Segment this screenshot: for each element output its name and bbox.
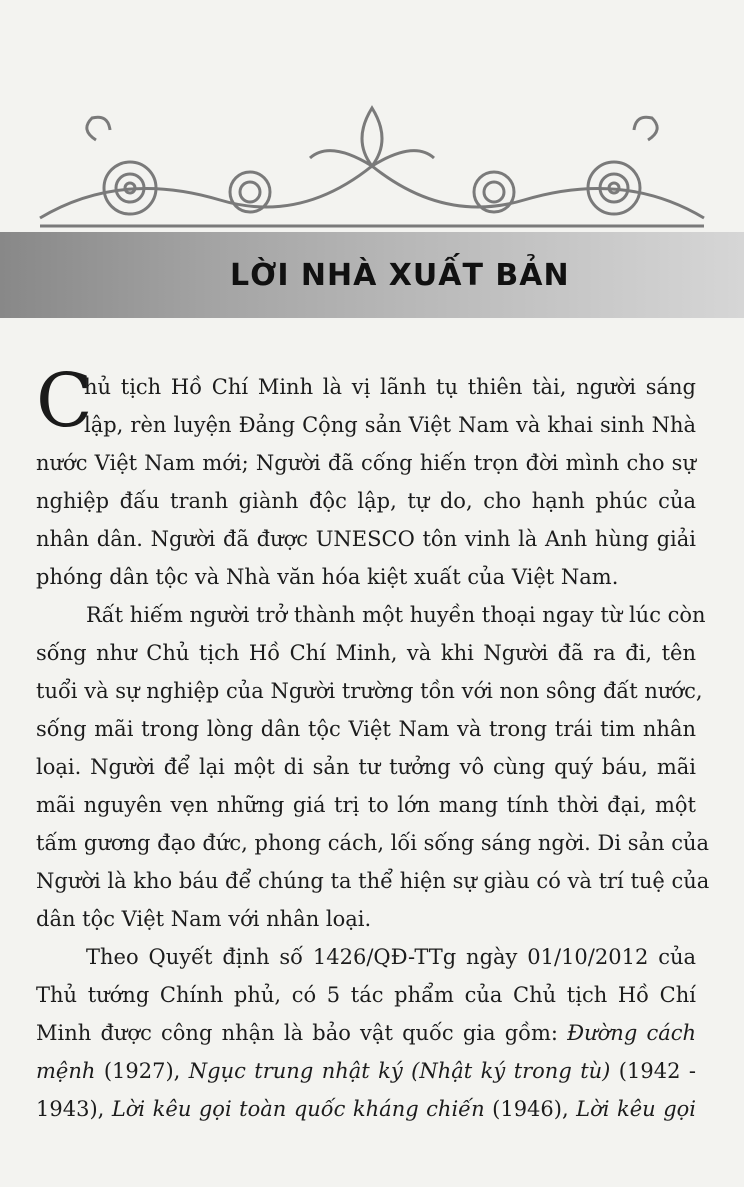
text-line: Theo Quyết định số 1426/QĐ-TTg ngày 01/10/2012 của: [86, 945, 696, 969]
text-line: Rất hiếm người trở thành một huyền thoại ngay từ lúc còn: [86, 603, 706, 627]
drop-cap: C: [36, 358, 93, 444]
book-title-italic: mệnh: [36, 1059, 96, 1083]
text-line: sống như Chủ tịch Hồ Chí Minh, và khi Người đã ra đi, tên: [36, 641, 696, 665]
text-line: lập, rèn luyện Đảng Cộng sản Việt Nam và khai sinh Nhà: [84, 413, 696, 437]
text-line: nhân dân. Người đã được UNESCO tôn vinh là Anh hùng giải: [36, 527, 696, 551]
text-line: tuổi và sự nghiệp của Người trường tồn với non sông đất nước,: [36, 679, 703, 703]
text-line: 1943), Lời kêu gọi toàn quốc kháng chiến (1946), Lời kêu gọi: [36, 1097, 696, 1121]
book-title-italic: Lời kêu gọi toàn quốc kháng chiến: [111, 1097, 485, 1121]
text-line: sống mãi trong lòng dân tộc Việt Nam và trong trái tim nhân: [36, 717, 696, 741]
text-line: mãi nguyên vẹn những giá trị to lớn mang tính thời đại, một: [36, 793, 696, 817]
text-line: dân tộc Việt Nam với nhân loại.: [36, 907, 372, 931]
decorative-scroll-ornament: [0, 100, 744, 232]
text-line: mệnh (1927), Ngục trung nhật ký (Nhật ký trong tù) (1942 -: [36, 1059, 696, 1083]
text-line: Thủ tướng Chính phủ, có 5 tác phẩm của Chủ tịch Hồ Chí: [36, 983, 696, 1007]
book-title-italic: Ngục trung nhật ký (Nhật ký trong tù): [188, 1059, 611, 1083]
text-line: loại. Người để lại một di sản tư tưởng vô cùng quý báu, mãi: [36, 755, 696, 779]
text-line: nghiệp đấu tranh giành độc lập, tự do, cho hạnh phúc của: [36, 489, 696, 513]
text-line: hủ tịch Hồ Chí Minh là vị lãnh tụ thiên tài, người sáng: [84, 375, 696, 399]
book-title-italic: Đường cách: [567, 1021, 697, 1045]
text-line: Minh được công nhận là bảo vật quốc gia gồm: Đường cách: [36, 1021, 697, 1045]
text-line: phóng dân tộc và Nhà văn hóa kiệt xuất của Việt Nam.: [36, 565, 619, 589]
page-heading: LỜI NHÀ XUẤT BẢN: [230, 258, 570, 293]
text-line: tấm gương đạo đức, phong cách, lối sống sáng ngời. Di sản của: [36, 831, 710, 855]
book-title-italic: Lời kêu gọi: [576, 1097, 696, 1121]
text-line: nước Việt Nam mới; Người đã cống hiến trọn đời mình cho sự: [36, 451, 696, 475]
text-line: Người là kho báu để chúng ta thể hiện sự giàu có và trí tuệ của: [36, 869, 710, 893]
